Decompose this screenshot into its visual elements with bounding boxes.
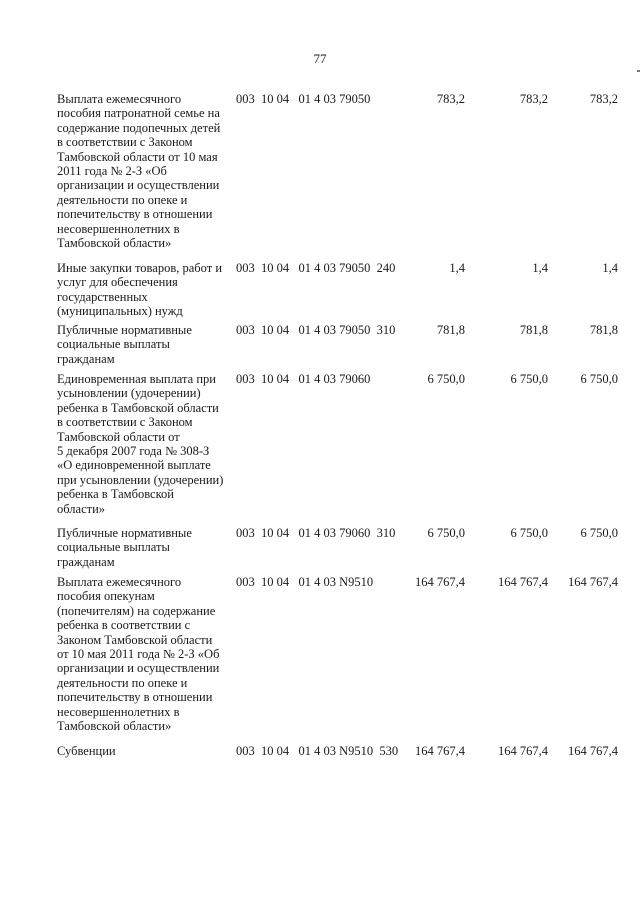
row-amount-3: 164 767,4 — [568, 575, 618, 589]
row-description: Публичные нормативные социальные выплаты гражданам — [57, 323, 192, 366]
row-description: Выплата ежемесячного пособия патронатной семье на содержание подопечных детей в соответствии с Законом Тамбовской области от 10 мая 2011 года № 2-З «Об организации и осуществлении деятельности по опеке и попечительству в отношении несовершеннолетних в Тамбовской области» — [57, 92, 221, 251]
row-amount-1: 164 767,4 — [415, 575, 465, 589]
row-budget-code: 003 10 04 01 4 03 N9510 — [236, 575, 374, 589]
row-description: Публичные нормативные социальные выплаты гражданам — [57, 526, 192, 569]
row-amount-1: 6 750,0 — [427, 526, 465, 540]
row-amount-3: 164 767,4 — [568, 744, 618, 758]
row-budget-code: 003 10 04 01 4 03 79060 310 — [236, 526, 396, 540]
row-amount-1: 1,4 — [449, 261, 465, 275]
row-budget-code: 003 10 04 01 4 03 79050 — [236, 92, 371, 106]
row-description: Единовременная выплата при усыновлении (удочерении) ребенка в Тамбовской области в соответствии с Законом Тамбовской области от 5 декабря 2007 года № 308-З «О единовременной выплате при усыновлении (удочерении) ребенка в Тамбовской области» — [57, 372, 224, 516]
row-amount-3: 6 750,0 — [580, 372, 618, 386]
row-amount-3: 1,4 — [602, 261, 618, 275]
row-amount-3: 783,2 — [589, 92, 618, 106]
row-amount-2: 6 750,0 — [510, 526, 548, 540]
row-amount-1: 783,2 — [436, 92, 465, 106]
page-number: 77 — [313, 51, 327, 66]
row-amount-2: 783,2 — [519, 92, 548, 106]
row-amount-2: 1,4 — [532, 261, 548, 275]
row-amount-2: 6 750,0 — [510, 372, 548, 386]
row-budget-code: 003 10 04 01 4 03 N9510 530 — [236, 744, 399, 758]
row-budget-code: 003 10 04 01 4 03 79050 310 — [236, 323, 396, 337]
row-budget-code: 003 10 04 01 4 03 79050 240 — [236, 261, 396, 275]
row-budget-code: 003 10 04 01 4 03 79060 — [236, 372, 371, 386]
row-amount-2: 164 767,4 — [498, 575, 548, 589]
row-amount-2: 781,8 — [519, 323, 548, 337]
row-amount-1: 781,8 — [436, 323, 465, 337]
row-amount-2: 164 767,4 — [498, 744, 548, 758]
row-amount-3: 781,8 — [589, 323, 618, 337]
row-description: Выплата ежемесячного пособия опекунам (попечителям) на содержание ребенка в соответствии с Законом Тамбовской области от 10 мая 2011 года № 2-З «Об организации и осуществлении деятельности по опеке и попечительству в отношении несовершеннолетних в Тамбовской области» — [57, 575, 220, 734]
row-description: Иные закупки товаров, работ и услуг для обеспечения государственных (муниципальных) нужд — [57, 261, 223, 319]
row-amount-3: 6 750,0 — [580, 526, 618, 540]
row-amount-1: 6 750,0 — [427, 372, 465, 386]
row-amount-1: 164 767,4 — [415, 744, 465, 758]
row-description: Субвенции — [57, 744, 116, 758]
